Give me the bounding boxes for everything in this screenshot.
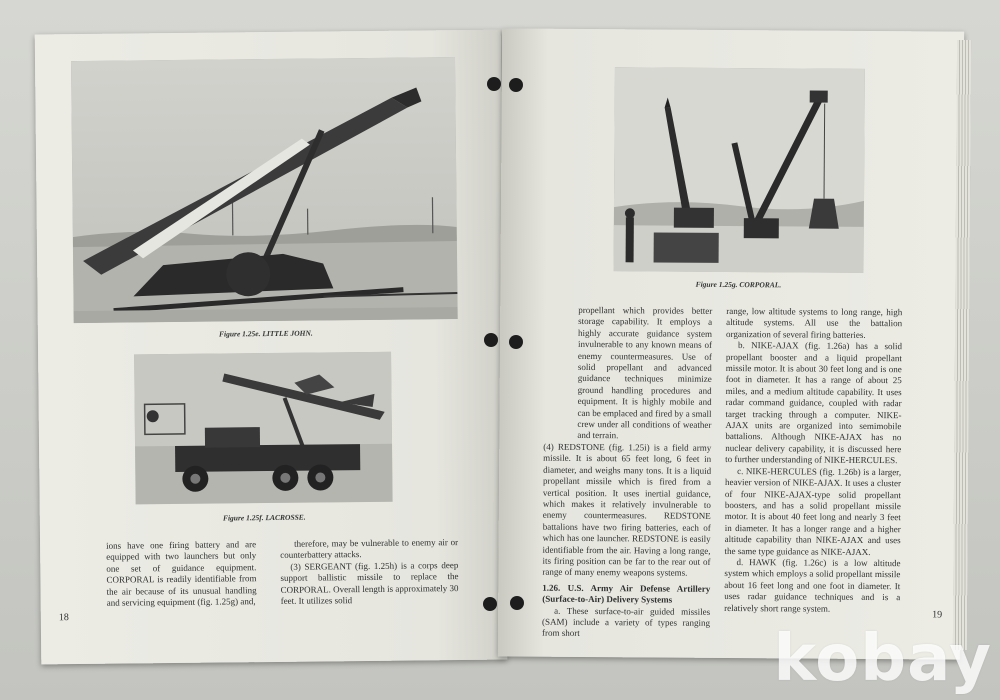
binder-hole (509, 78, 523, 92)
paragraph: a. These surface-to-air guided missiles (SAM) include a variety of types ranging from short (541, 605, 711, 639)
paragraph: ions have one firing battery and are equipped with two launchers but only one set of guidance equipment. CORPORAL is readily identifiable from the air because of its unusual handling and servicing equipment (fig. 1.25g) and, (106, 539, 257, 608)
paragraph: range, low altitude systems to long range, high altitude systems. All use the battalion organization of several firing batteries. (726, 305, 903, 340)
figure-caption-little-john: Figure 1.25e. LITTLE JOHN. (218, 328, 313, 339)
binder-hole (483, 597, 497, 611)
photo-little-john (71, 57, 458, 323)
left-column-1 (106, 539, 257, 609)
photo-corporal (614, 67, 865, 273)
paragraph: propellant which provides better storage capability. It employs a highly accurate guidance system invulnerable to any known means of enemy countermeasures. Use of solid propellant and advanced guidance techniques minimize ground handling procedures and equipment. It is highly mobile and can be emplaced and fired by a small crew under all conditions of weather and terrain. (577, 304, 713, 441)
figure-caption-corporal: Figure 1.25g. CORPORAL. (695, 279, 782, 290)
figure-caption-lacrosse: Figure 1.25f. LACROSSE. (222, 512, 306, 523)
paragraph: c. NIKE-HERCULES (fig. 1.26b) is a larger, heavier version of NIKE-AJAX. It uses a cluster of four NIKE-AJAX-type solid propellant boosters, and has a solid propellant missile motor. It is about 40 feet long and nearly 3 feet in diameter. It has a longer range and a higher altitude capability than NIKE-AJAX and uses the same type guidance as NIKE-AJAX. (724, 465, 902, 557)
watermark-logo: kobay (773, 622, 992, 696)
right-column-1 (542, 305, 712, 641)
left-page (35, 30, 508, 665)
page-number-right: 19 (932, 609, 943, 621)
section-heading: 1.26. U.S. Army Air Defense Artillery (Surface-to-Air) Delivery Systems (542, 582, 711, 605)
paragraph: (3) SERGEANT (fig. 1.25h) is a corps deep support ballistic missile to replace the CORPORAL. Overall length is approximately 30 feet. It utilizes solid (280, 559, 459, 606)
paragraph: (4) REDSTONE (fig. 1.25i) is a field army missile. It is about 65 feet long, 6 feet in diameter, and weighs many tons. It is a liquid propellant missile which is fired from a vertical position. It uses inertial guidance, which makes it relatively invulnerable to enemy countermeasures. REDSTONE battalions have two firing batteries, each of which has one launcher. REDSTONE is easily identifiable from the air. Having a long range, its firing position can be far to the rear out of range of many enemy weapons systems. (542, 441, 712, 579)
binder-hole (484, 333, 498, 347)
binder-hole (487, 77, 501, 91)
left-column-2 (280, 537, 459, 607)
right-column-2 (724, 306, 902, 615)
right-page (498, 28, 964, 659)
photo-lacrosse (134, 352, 393, 505)
binder-hole (510, 596, 524, 610)
binder-hole (509, 335, 523, 349)
page-number-left: 18 (58, 612, 69, 624)
paragraph: b. NIKE-AJAX (fig. 1.26a) has a solid propellant booster and a liquid propellant missile motor. It is about 30 feet long and is one foot in diameter. It has a range of about 25 miles, and a medium altitude capability. It uses radar command guidance, coupled with radar target tracking through a computer. NIKE-AJAX units are organized into semimobile battalions. Although NIKE-AJAX has no nuclear delivery capability, it is discussed here to further understanding of NIKE-HERCULES. (725, 340, 903, 466)
paragraph: therefore, may be vulnerable to enemy air or counterbattery attacks. (280, 537, 459, 561)
paragraph: d. HAWK (fig. 1.26c) is a low altitude system which employs a solid propellant missile about 16 feet long and one foot in diameter. It uses radar guidance techniques and is a relatively short range system. (724, 556, 901, 614)
